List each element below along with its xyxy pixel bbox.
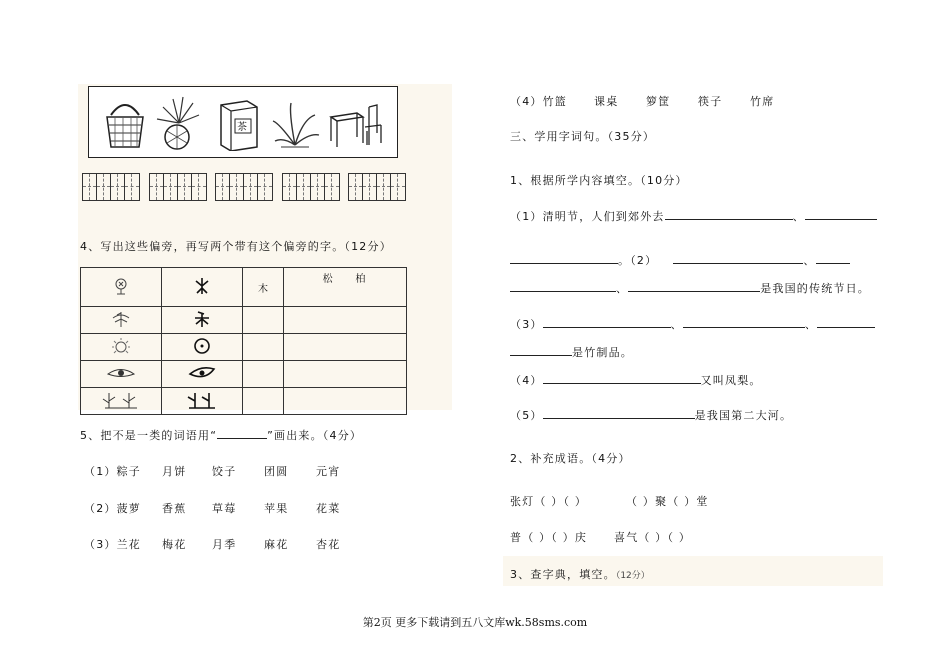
answer-blank[interactable] — [817, 316, 875, 328]
word-row-2 — [84, 500, 340, 516]
word-item[interactable]: 苹果 — [264, 502, 289, 515]
word-item[interactable]: 箩筐 — [646, 95, 671, 108]
table-row — [81, 361, 407, 388]
question-4-title: 4、写出这些偏旁，再写两个带有这个偏旁的字。（12分） — [80, 240, 392, 253]
q1-4-label: （4） — [510, 374, 543, 387]
example-chars[interactable] — [284, 307, 407, 334]
separator: 、 — [804, 318, 818, 331]
q3-points: （12分） — [615, 571, 650, 581]
writing-box-2[interactable] — [149, 173, 207, 201]
separator: 、 — [670, 318, 683, 331]
pineapple-icon — [153, 93, 205, 151]
word-row-3 — [84, 536, 340, 552]
idiom-2[interactable]: （ ）聚（ ）堂 — [626, 495, 709, 508]
answer-blank[interactable] — [816, 252, 850, 264]
picture-strip — [88, 86, 398, 158]
question-1-title: 1、根据所学内容填空。（10分） — [510, 174, 688, 187]
question-3-title — [510, 566, 650, 582]
radical-cell[interactable]: 木 — [243, 268, 284, 307]
example-chars[interactable] — [284, 388, 407, 415]
idiom-4[interactable]: 喜气（ ）（ ） — [614, 531, 692, 544]
q1-line-2 — [510, 252, 850, 268]
separator: 、 — [792, 210, 805, 223]
sun-pictogram-icon — [81, 334, 162, 361]
word-item[interactable]: （2）菠萝 — [84, 502, 141, 515]
table-row — [81, 307, 407, 334]
section-3-title: 三、学用字词句。（35分） — [510, 130, 656, 143]
q1-5-text: 是我国第二大河。 — [694, 409, 793, 422]
writing-box-5[interactable] — [348, 173, 406, 201]
answer-blank[interactable] — [510, 252, 618, 264]
word-item[interactable]: 元宵 — [316, 465, 341, 478]
answer-blank[interactable] — [805, 208, 877, 220]
q1-line-3 — [510, 280, 870, 296]
writing-box-3[interactable] — [215, 173, 273, 201]
radical-table — [80, 267, 407, 415]
separator: 、 — [616, 282, 629, 295]
example-chars[interactable] — [284, 361, 407, 388]
svg-text:茶: 茶 — [237, 122, 247, 133]
table-row — [81, 388, 407, 415]
ancient-mu-icon — [162, 268, 243, 307]
q1-line-1 — [510, 208, 877, 224]
word-item[interactable]: （1）粽子 — [84, 465, 141, 478]
answer-blank[interactable] — [673, 252, 803, 264]
idiom-3[interactable]: 普（ ）（ ）庆 — [510, 531, 588, 544]
grain-pictogram-icon — [81, 307, 162, 334]
example-chars[interactable] — [284, 334, 407, 361]
word-item[interactable]: 竹席 — [750, 95, 775, 108]
q1-4-text: 又叫凤梨。 — [700, 374, 762, 387]
word-row-1 — [84, 463, 340, 479]
eye-pictogram-icon — [81, 361, 162, 388]
radical-cell[interactable] — [243, 361, 284, 388]
word-item[interactable]: 课桌 — [594, 95, 619, 108]
word-row-4 — [510, 93, 774, 109]
word-item[interactable]: 筷子 — [698, 95, 723, 108]
word-item[interactable]: （3）兰花 — [84, 538, 141, 551]
example-chars[interactable]: 松 柏 — [284, 268, 407, 307]
radical-cell[interactable] — [243, 334, 284, 361]
question-2-title: 2、补充成语。（4分） — [510, 452, 631, 465]
word-item[interactable]: 梅花 — [162, 538, 187, 551]
q5-title-end: ”画出来。（4分） — [267, 429, 363, 442]
q1-5-label: （5） — [510, 409, 543, 422]
separator: 、 — [803, 254, 816, 267]
ancient-he-icon — [162, 307, 243, 334]
answer-blank[interactable] — [510, 344, 572, 356]
answer-blank[interactable] — [628, 280, 760, 292]
word-item[interactable]: 团圆 — [264, 465, 289, 478]
radical-cell[interactable] — [243, 388, 284, 415]
q1-line-4 — [510, 316, 875, 332]
word-item[interactable]: 饺子 — [212, 465, 237, 478]
table-row — [81, 268, 407, 307]
festival-text: 是我国的传统节日。 — [760, 282, 871, 295]
ancient-ri-icon — [162, 334, 243, 361]
page-footer: 第2页 更多下载请到五八文库wk.58sms.com — [362, 616, 588, 629]
bamboo-text: 是竹制品。 — [572, 346, 633, 359]
answer-blank[interactable] — [217, 427, 267, 439]
answer-blank[interactable] — [665, 208, 793, 220]
q5-title-start: 5、把不是一类的词语用“ — [80, 429, 218, 442]
idiom-1[interactable]: 张灯（ ）（ ） — [510, 495, 588, 508]
bamboo-pictogram-icon — [81, 388, 162, 415]
answer-blank[interactable] — [683, 316, 805, 328]
word-item[interactable]: 麻花 — [264, 538, 289, 551]
answer-blank[interactable] — [543, 407, 695, 419]
word-item[interactable]: 花菜 — [316, 502, 341, 515]
writing-box-1[interactable] — [82, 173, 140, 201]
desk-chair-icon — [327, 93, 387, 151]
writing-box-4[interactable] — [282, 173, 340, 201]
q3-title-text: 3、查字典，填空。 — [510, 568, 616, 581]
tea-box-icon — [213, 93, 265, 151]
basket-icon — [99, 93, 151, 151]
answer-blank[interactable] — [510, 280, 616, 292]
word-item[interactable]: （4）竹篮 — [510, 95, 567, 108]
word-item[interactable]: 月季 — [212, 538, 237, 551]
word-item[interactable]: 月饼 — [162, 465, 187, 478]
ancient-mu-eye-icon — [162, 361, 243, 388]
q1-line-7 — [510, 407, 792, 423]
tree-pictogram-icon — [81, 268, 162, 307]
word-item[interactable]: 杏花 — [316, 538, 341, 551]
radical-cell[interactable] — [243, 307, 284, 334]
plant-icon — [269, 93, 321, 151]
table-row — [81, 334, 407, 361]
q1-3-label: （3） — [510, 318, 543, 331]
q1-1-text: （1）清明节，人们到郊外去 — [510, 210, 665, 223]
word-item[interactable]: 香蕉 — [162, 502, 187, 515]
question-5-title — [80, 427, 362, 443]
answer-blank[interactable] — [543, 316, 671, 328]
q1-line-6 — [510, 372, 762, 388]
ancient-zhu-icon — [162, 388, 243, 415]
word-item[interactable]: 草莓 — [212, 502, 237, 515]
answer-blank[interactable] — [543, 372, 701, 384]
q1-line-5 — [510, 344, 633, 360]
q1-2-text: 。（2） — [618, 254, 658, 267]
